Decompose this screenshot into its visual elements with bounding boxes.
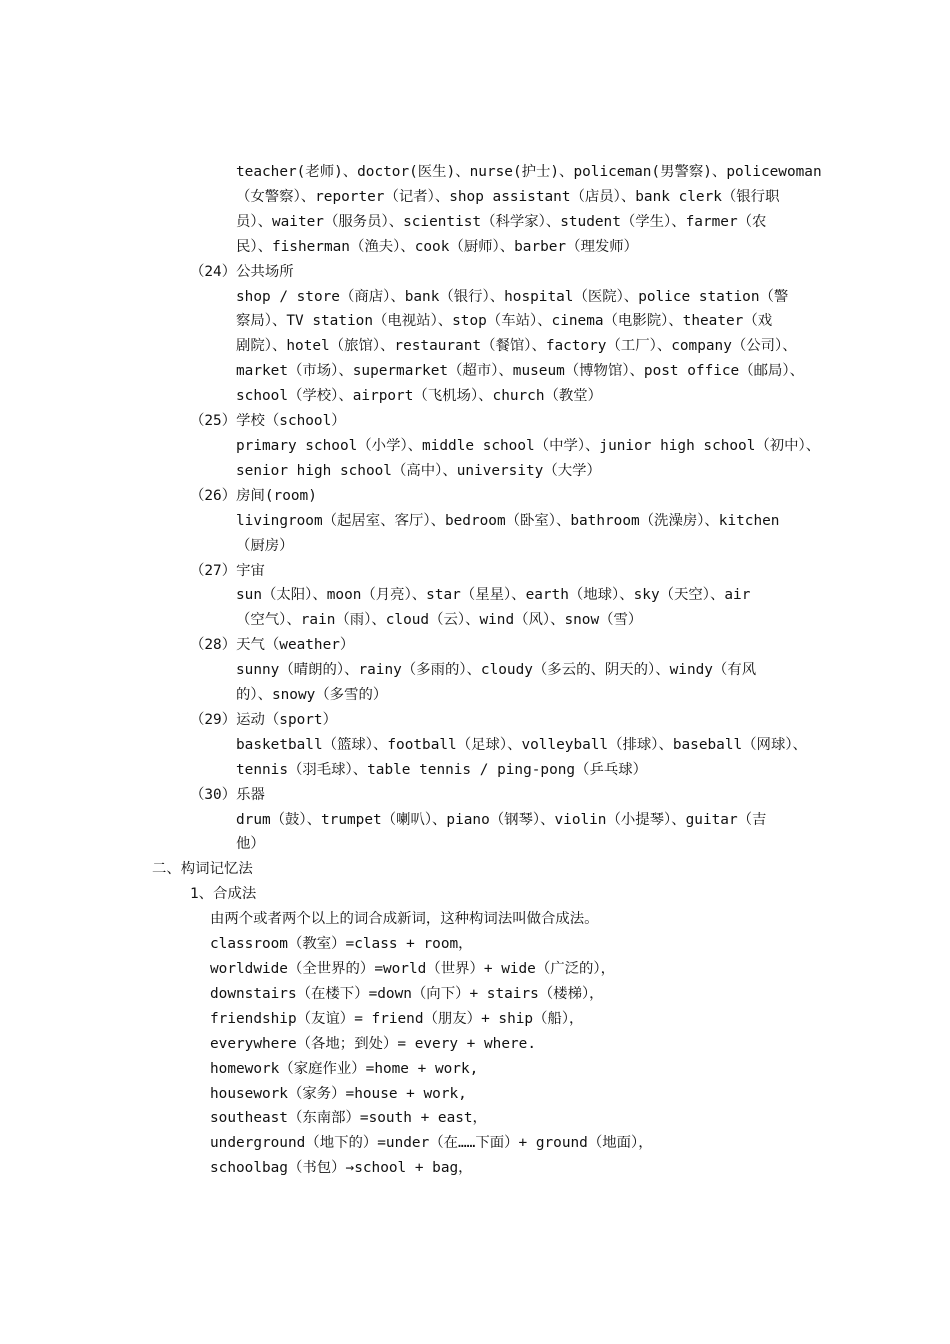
section-heading: （29）运动（sport）: [190, 711, 337, 728]
text-line: shop / store（商店）、bank（银行）、hospital（医院）、police station（警: [236, 288, 789, 305]
section-heading: （24）公共场所: [190, 263, 294, 280]
text-line: 察局）、TV station（电视站）、stop（车站）、cinema（电影院）、theater（戏: [236, 313, 773, 330]
section-heading: （30）乐器: [190, 786, 265, 803]
section-heading: （28）天气（weather）: [190, 637, 355, 654]
section-27: [0, 559, 950, 634]
text-line: 民）、fisherman（渔夫）、cook（厨师）、barber（理发师）: [236, 238, 639, 255]
text-line: basketball（篮球）、football（足球）、volleyball（排球）、baseball（网球）、: [236, 736, 807, 753]
example-line: homework（家庭作业）=home + work,: [210, 1060, 479, 1077]
text-line: （空气）、rain（雨）、cloud（云）、wind（风）、snow（雪）: [236, 612, 643, 629]
section-28: [0, 633, 950, 708]
text-line: 他）: [236, 836, 265, 853]
example-line: southeast（东南部）=south + east，: [210, 1110, 487, 1127]
text-line: drum（鼓）、trumpet（喇叭）、piano（钢琴）、violin（小提琴）、guitar（吉: [236, 811, 767, 828]
text-line: （厨房）: [236, 537, 294, 554]
text-line: tennis（羽毛球）、table tennis / ping-pong（乒乓球）: [236, 761, 648, 778]
example-line: worldwide（全世界的）=world（世界）+ wide（广泛的），: [210, 961, 615, 977]
document-page: [0, 160, 950, 1181]
example-line: everywhere（各地；到处）= every + where.: [210, 1035, 536, 1052]
text-line: market（市场）、supermarket（超市）、museum（博物馆）、post office（邮局）、: [236, 363, 804, 380]
part-two: [0, 857, 950, 1181]
example-line: housework（家务）=house + work,: [210, 1085, 467, 1102]
example-line: downstairs（在楼下）=down（向下）+ stairs（楼梯），: [210, 985, 604, 1002]
text-line: sun（太阳）、moon（月亮）、star（星星）、earth（地球）、sky（天空）、air: [236, 587, 751, 604]
example-line: schoolbag（书包）→school + bag，: [210, 1160, 473, 1177]
text-line: （女警察）、reporter（记者）、shop assistant（店员）、bank clerk（银行职: [236, 188, 780, 205]
section-29: [0, 708, 950, 783]
text-line: school（学校）、airport（飞机场）、church（教堂）: [236, 388, 603, 405]
section-heading: （26）房间(room): [190, 487, 317, 504]
text-line: 剧院）、hotel（旅馆）、restaurant（餐馆）、factory（工厂）、company（公司）、: [236, 338, 797, 355]
intro-text: 由两个或者两个以上的词合成新词，这种构词法叫做合成法。: [210, 911, 599, 928]
text-line: 员）、waiter（服务员）、scientist（科学家）、student（学生）、farmer（农: [236, 213, 767, 230]
section-25: [0, 409, 950, 484]
text-line: sunny（晴朗的）、rainy（多雨的）、cloudy（多云的、阴天的）、windy（有风: [236, 662, 757, 679]
section-30: [0, 783, 950, 858]
text-line: primary school（小学）、middle school（中学）、junior high school（初中）、: [236, 437, 821, 454]
section-heading: （25）学校（school）: [190, 413, 346, 430]
part-heading: 二、构词记忆法: [152, 861, 253, 878]
occupations-block: [0, 160, 950, 260]
section-26: [0, 484, 950, 559]
section-heading: （27）宇宙: [190, 562, 265, 579]
text-line: 的）、snowy（多雪的）: [236, 687, 388, 704]
section-24: [0, 260, 950, 409]
example-line: friendship（友谊）= friend（朋友）+ ship（船），: [210, 1010, 584, 1027]
sub-heading: 1、合成法: [190, 886, 257, 903]
example-line: classroom（教室）=class + room，: [210, 936, 473, 953]
example-line: underground（地下的）=under（在……下面）+ ground（地面），: [210, 1135, 653, 1152]
text-line: livingroom（起居室、客厅）、bedroom（卧室）、bathroom（洗澡房）、kitchen: [236, 512, 780, 529]
text-line: teacher(老师)、doctor(医生)、nurse(护士)、policeman(男警察)、policewoman: [236, 164, 822, 180]
text-line: senior high school（高中）、university（大学）: [236, 462, 601, 479]
